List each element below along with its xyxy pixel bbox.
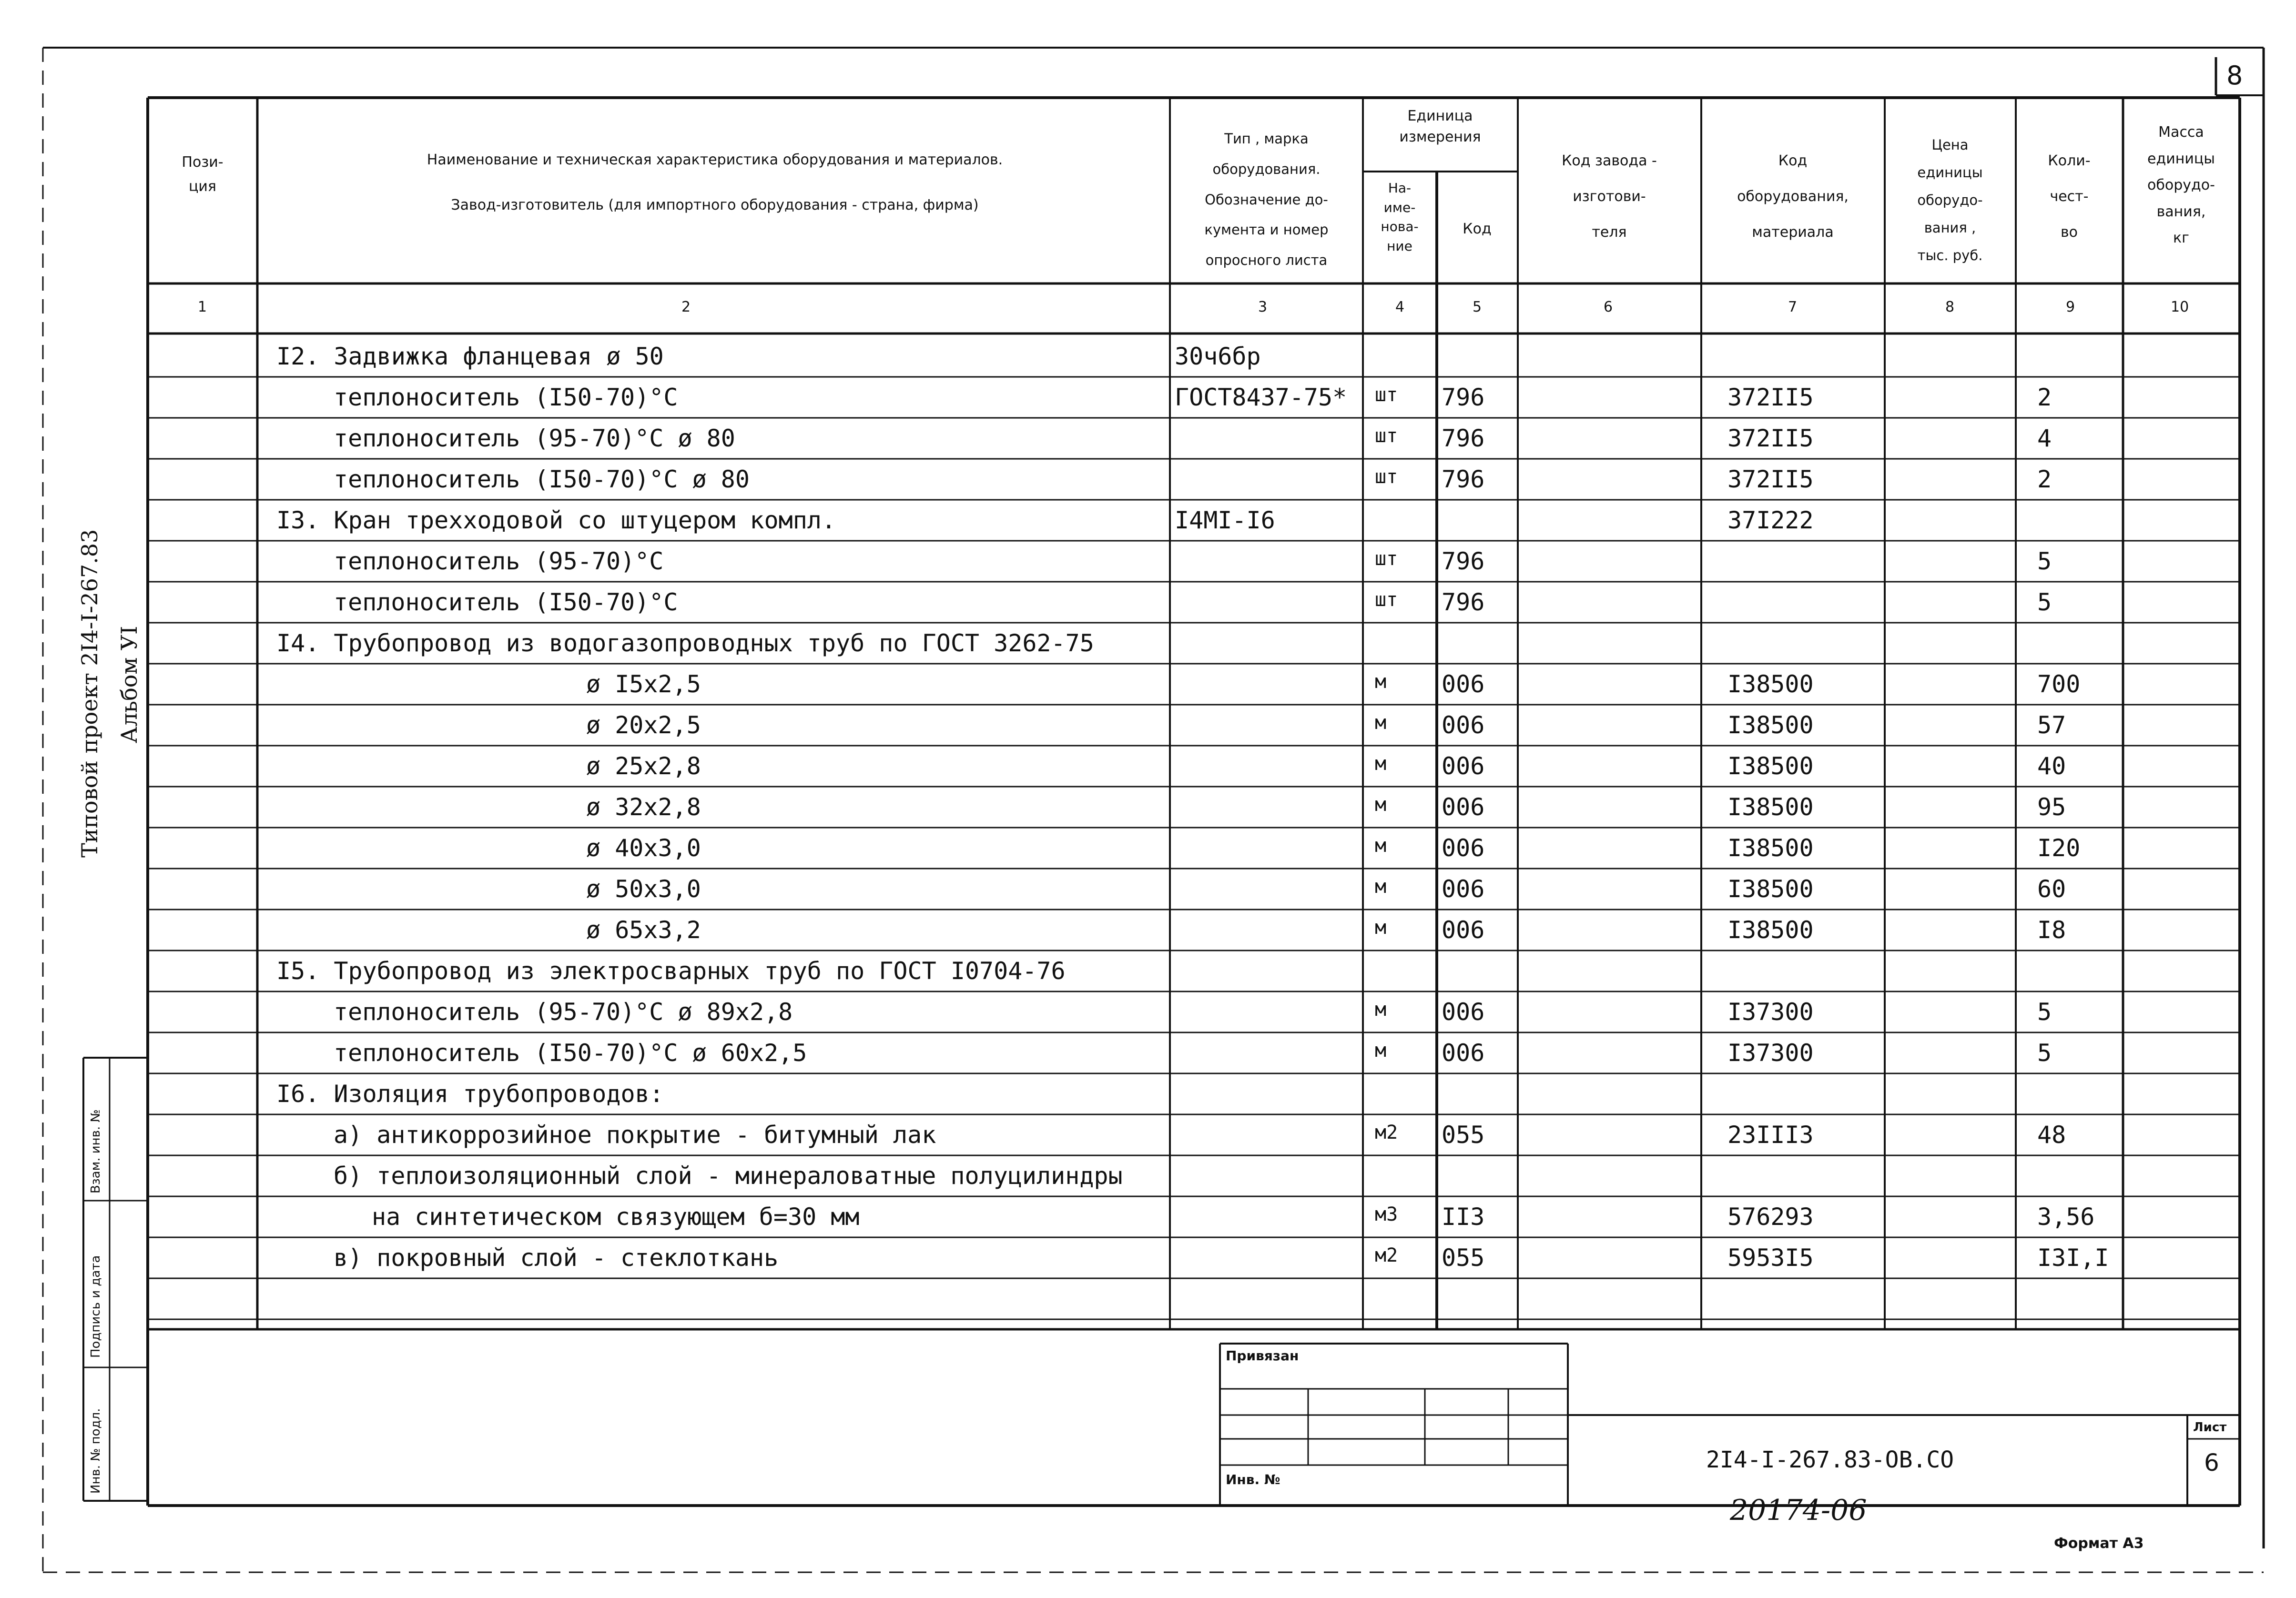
item-name: I2. Задвижка фланцевая ø 50: [276, 343, 664, 370]
column-number: 4: [1395, 299, 1405, 315]
item-name: I6. Изоляция трубопроводов:: [276, 1080, 664, 1108]
column-number: 2: [681, 299, 691, 315]
item-unit-code: 006: [1442, 670, 1485, 698]
item-unit-code: 006: [1442, 793, 1485, 821]
item-material-code: 5953I5: [1727, 1244, 1814, 1272]
item-material-code: I38500: [1727, 793, 1814, 821]
item-unit: шт: [1375, 425, 1398, 447]
item-quantity: 5: [2037, 998, 2052, 1026]
item-unit: м: [1375, 999, 1387, 1021]
item-unit-code: 796: [1442, 384, 1485, 411]
item-name: ø 65x3,2: [586, 916, 701, 944]
item-material-code: I37300: [1727, 998, 1814, 1026]
document-code: 2I4-I-267.83-OB.CO: [1706, 1446, 1954, 1473]
item-unit-code: 006: [1442, 834, 1485, 862]
item-unit-code: 006: [1442, 998, 1485, 1026]
header-position: Пози- ция: [182, 154, 224, 195]
format-label: Формат А3: [2054, 1535, 2144, 1552]
item-unit: м: [1375, 917, 1387, 939]
column-number: 1: [198, 299, 207, 315]
item-name: теплоноситель (95-70)°C: [334, 547, 664, 575]
item-unit-code: 055: [1442, 1121, 1485, 1149]
item-name: ø 20x2,5: [586, 711, 701, 739]
item-name: I3. Кран трехходовой со штуцером компл.: [276, 506, 836, 534]
item-unit: м2: [1375, 1122, 1398, 1143]
item-unit: м: [1375, 671, 1387, 693]
header-quantity: Коли- чест- во: [2048, 152, 2091, 241]
item-unit: м: [1375, 835, 1387, 857]
header-factory-code: Код завода - изготови- теля: [1562, 152, 1657, 241]
item-material-code: I38500: [1727, 916, 1814, 944]
item-quantity: 57: [2037, 711, 2066, 739]
list-label: Лист: [2193, 1420, 2227, 1435]
item-material-code: I37300: [1727, 1039, 1814, 1067]
item-quantity: 3,56: [2037, 1203, 2095, 1231]
header-price: Цена единицы оборудо- вания , тыс. руб.: [1917, 137, 1983, 263]
item-type: 30ч6бр: [1175, 343, 1261, 370]
item-unit: м: [1375, 1040, 1387, 1062]
item-quantity: 5: [2037, 1039, 2052, 1067]
item-name: теплоноситель (I50-70)°C: [334, 384, 678, 411]
item-material-code: I38500: [1727, 752, 1814, 780]
item-quantity: 700: [2037, 670, 2081, 698]
item-material-code: I38500: [1727, 834, 1814, 862]
list-number: 6: [2204, 1449, 2219, 1477]
item-name: теплоноситель (95-70)°C ø 80: [334, 425, 735, 452]
item-quantity: I8: [2037, 916, 2066, 944]
item-unit: м: [1375, 753, 1387, 775]
side-project-title: Типовой проект 2I4-I-267.83: [77, 529, 102, 858]
column-number: 3: [1258, 299, 1268, 315]
item-unit: шт: [1375, 548, 1398, 570]
item-quantity: 60: [2037, 875, 2066, 903]
item-quantity: 4: [2037, 425, 2052, 452]
item-unit: м2: [1375, 1244, 1398, 1266]
header-unit: Единица измерения: [1399, 108, 1481, 145]
item-material-code: I38500: [1727, 875, 1814, 903]
item-unit-code: 006: [1442, 752, 1485, 780]
item-name: ø 25x2,8: [586, 752, 701, 780]
item-material-code: I38500: [1727, 711, 1814, 739]
side-stamp-vzam: Взам. инв. №: [89, 1109, 103, 1193]
column-number: 7: [1788, 299, 1798, 315]
item-type: I4MI-I6: [1175, 506, 1275, 534]
item-name: ø 50x3,0: [586, 875, 701, 903]
item-unit-code: II3: [1442, 1203, 1485, 1231]
item-quantity: 5: [2037, 547, 2052, 575]
item-name: ø 32x2,8: [586, 793, 701, 821]
item-material-code: 372II5: [1727, 465, 1814, 493]
handwritten-number: 20174-06: [1730, 1494, 1867, 1527]
header-name-line2: Завод-изготовитель (для импортного оборудования - страна, фирма): [451, 197, 979, 213]
stamp-inv-no: Инв. №: [1226, 1472, 1280, 1487]
item-quantity: 40: [2037, 752, 2066, 780]
item-name: на синтетическом связующем б=30 мм: [372, 1203, 860, 1231]
side-stamp-inv: Инв. № подл.: [89, 1408, 103, 1494]
item-unit: м: [1375, 876, 1387, 898]
header-unit-name: На- име- нова- ние: [1381, 180, 1419, 254]
item-quantity: 48: [2037, 1121, 2066, 1149]
item-quantity: I3I,I: [2037, 1244, 2109, 1272]
item-name: б) теплоизоляционный слой - минераловатные полуцилиндры: [334, 1162, 1123, 1190]
item-quantity: 95: [2037, 793, 2066, 821]
header-unit-code: Код: [1463, 221, 1492, 237]
item-name: теплоноситель (I50-70)°C ø 80: [334, 465, 750, 493]
stamp-privyazan: Привязан: [1226, 1348, 1299, 1364]
item-name: а) антикоррозийное покрытие - битумный лак: [334, 1121, 936, 1149]
item-unit: м: [1375, 712, 1387, 734]
side-stamp-podpis: Подпись и дата: [89, 1255, 103, 1358]
item-name: теплоноситель (I50-70)°C: [334, 588, 678, 616]
item-quantity: I20: [2037, 834, 2081, 862]
item-material-code: 372II5: [1727, 384, 1814, 411]
item-name: ø 40x3,0: [586, 834, 701, 862]
item-material-code: 23III3: [1727, 1121, 1814, 1149]
item-unit: шт: [1375, 384, 1398, 406]
header-material-code: Код оборудования, материала: [1737, 152, 1849, 241]
item-unit: м: [1375, 794, 1387, 816]
item-unit-code: 796: [1442, 465, 1485, 493]
item-unit-code: 006: [1442, 875, 1485, 903]
item-name: I5. Трубопровод из электросварных труб по ГОСТ I0704-76: [276, 957, 1066, 985]
item-unit: шт: [1375, 589, 1398, 611]
column-number: 10: [2171, 299, 2189, 315]
item-unit-code: 796: [1442, 588, 1485, 616]
item-unit: шт: [1375, 466, 1398, 488]
header-name-line1: Наименование и техническая характеристика оборудования и материалов.: [427, 152, 1003, 168]
item-unit: м3: [1375, 1204, 1398, 1225]
side-album-title: Альбом УI: [116, 626, 142, 743]
item-quantity: 2: [2037, 465, 2052, 493]
item-material-code: 372II5: [1727, 425, 1814, 452]
item-name: I4. Трубопровод из водогазопроводных труб по ГОСТ 3262-75: [276, 629, 1094, 657]
item-name: в) покровный слой - стеклоткань: [334, 1244, 779, 1272]
item-material-code: 37I222: [1727, 506, 1814, 534]
item-unit-code: 006: [1442, 916, 1485, 944]
item-unit-code: 796: [1442, 547, 1485, 575]
header-type: Тип , марка оборудования. Обозначение до- кумента и номер опросного листа: [1204, 131, 1329, 269]
item-material-code: I38500: [1727, 670, 1814, 698]
item-material-code: 576293: [1727, 1203, 1814, 1231]
column-number: 9: [2066, 299, 2075, 315]
item-quantity: 5: [2037, 588, 2052, 616]
item-unit-code: 055: [1442, 1244, 1485, 1272]
header-mass: Масса единицы оборудо- вания, кг: [2147, 124, 2215, 246]
item-quantity: 2: [2037, 384, 2052, 411]
item-type: ГОСТ8437-75*: [1175, 384, 1347, 411]
item-name: теплоноситель (95-70)°C ø 89x2,8: [334, 998, 793, 1026]
column-number: 6: [1604, 299, 1613, 315]
column-number: 5: [1473, 299, 1482, 315]
item-unit-code: 006: [1442, 1039, 1485, 1067]
item-unit-code: 006: [1442, 711, 1485, 739]
column-number: 8: [1945, 299, 1955, 315]
item-name: теплоноситель (I50-70)°C ø 60x2,5: [334, 1039, 807, 1067]
corner-sheet-number: 8: [2226, 61, 2243, 91]
item-name: ø I5x2,5: [586, 670, 701, 698]
item-unit-code: 796: [1442, 425, 1485, 452]
